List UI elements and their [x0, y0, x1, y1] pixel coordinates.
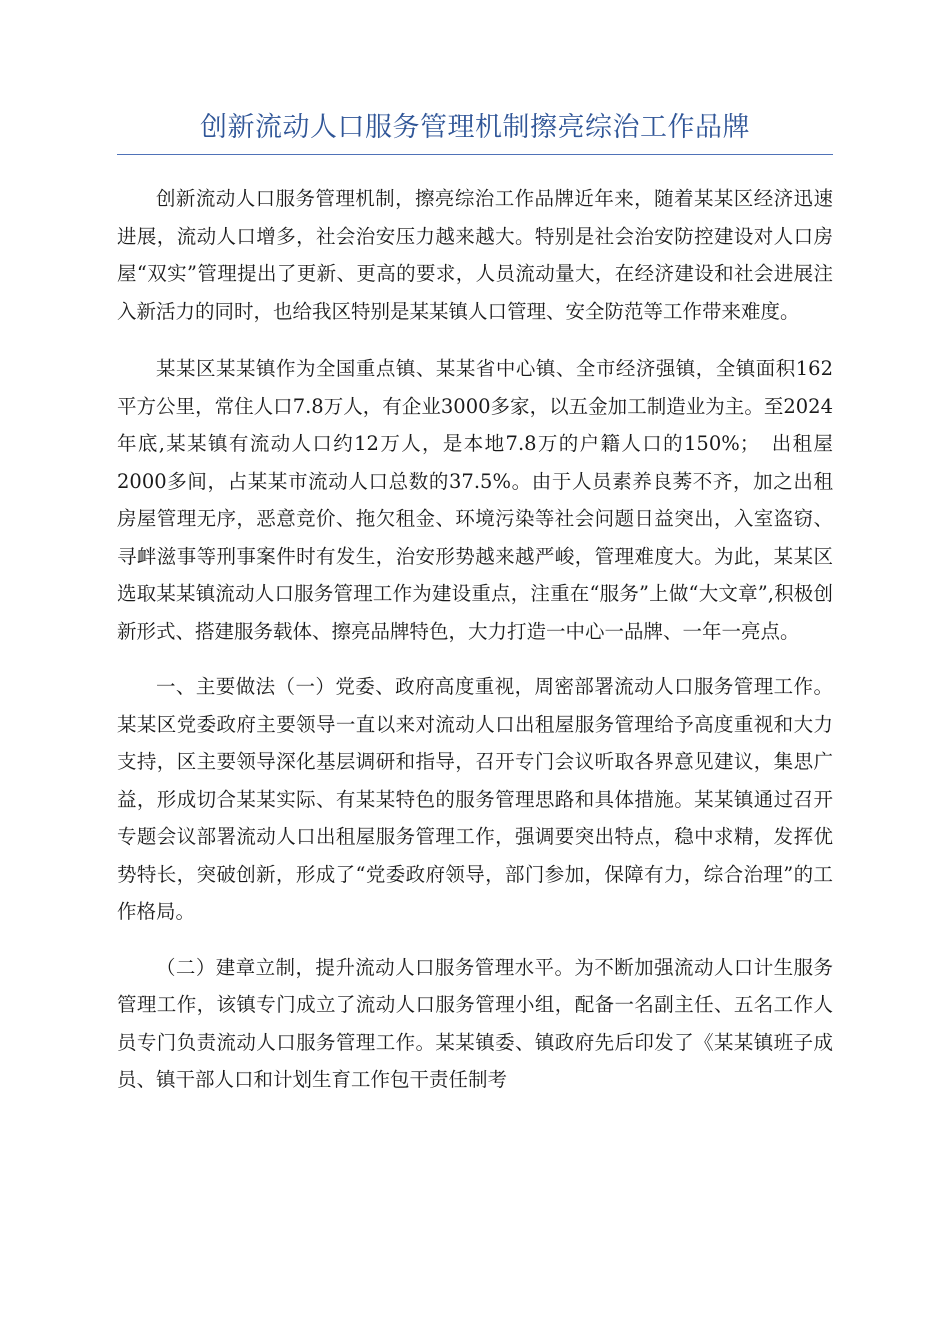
- paragraph-background: 某某区某某镇作为全国重点镇、某某省中心镇、全市经济强镇，全镇面积162平方公里，常住人口7.8万人，有企业3000多家，以五金加工制造业为主。至2024年底,某某镇有流动人口约12万人，是本地7.8万的户籍人口的150%； 出租屋2000多间，占某某市流动人口总数的37.5%。由于人员素养良莠不齐，加之出租房屋管理无序，恶意竞价、拖欠租金、环境污染等社会问题日益突出，入室盗窃、寻衅滋事等刑事案件时有发生，治安形势越来越严峻，管理难度大。为此，某某区选取某某镇流动人口服务管理工作为建设重点，注重在“服务”上做“大文章”,积极创新形式、搭建服务载体、擦亮品牌特色，大力打造一中心一品牌、一年一亮点。: [117, 357, 833, 643]
- paragraph-main-practice-2: （二）建章立制，提升流动人口服务管理水平。为不断加强流动人口计生服务管理工作，该镇专门成立了流动人口服务管理小组，配备一名副主任、五名工作人员专门负责流动人口服务管理工作。某某镇委、镇政府先后印发了《某某镇班子成员、镇干部人口和计划生育工作包干责任制考: [117, 955, 833, 1091]
- paragraph-intro: 创新流动人口服务管理机制，擦亮综治工作品牌近年来，随着某某区经济迅速进展，流动人口增多，社会治安压力越来越大。特别是社会治安防控建设对人口房屋“双实”管理提出了更新、更高的要求，人员流动量大，在经济建设和社会进展注入新活力的同时，也给我区特别是某某镇人口管理、安全防范等工作带来难度。: [117, 187, 833, 323]
- document-title: 创新流动人口服务管理机制擦亮综治工作品牌: [117, 108, 833, 155]
- paragraph-main-practice-1: 一、主要做法（一）党委、政府高度重视，周密部署流动人口服务管理工作。某某区党委政府主要领导一直以来对流动人口出租屋服务管理给予高度重视和大力支持，区主要领导深化基层调研和指导，召开专门会议听取各界意见建议，集思广益，形成切合某某实际、有某某特色的服务管理思路和具体措施。某某镇通过召开专题会议部署流动人口出租屋服务管理工作，强调要突出特点，稳中求精，发挥优势特长，突破创新，形成了“党委政府领导，部门参加，保障有力，综合治理”的工作格局。: [117, 675, 833, 923]
- document-page: [117, 108, 833, 1099]
